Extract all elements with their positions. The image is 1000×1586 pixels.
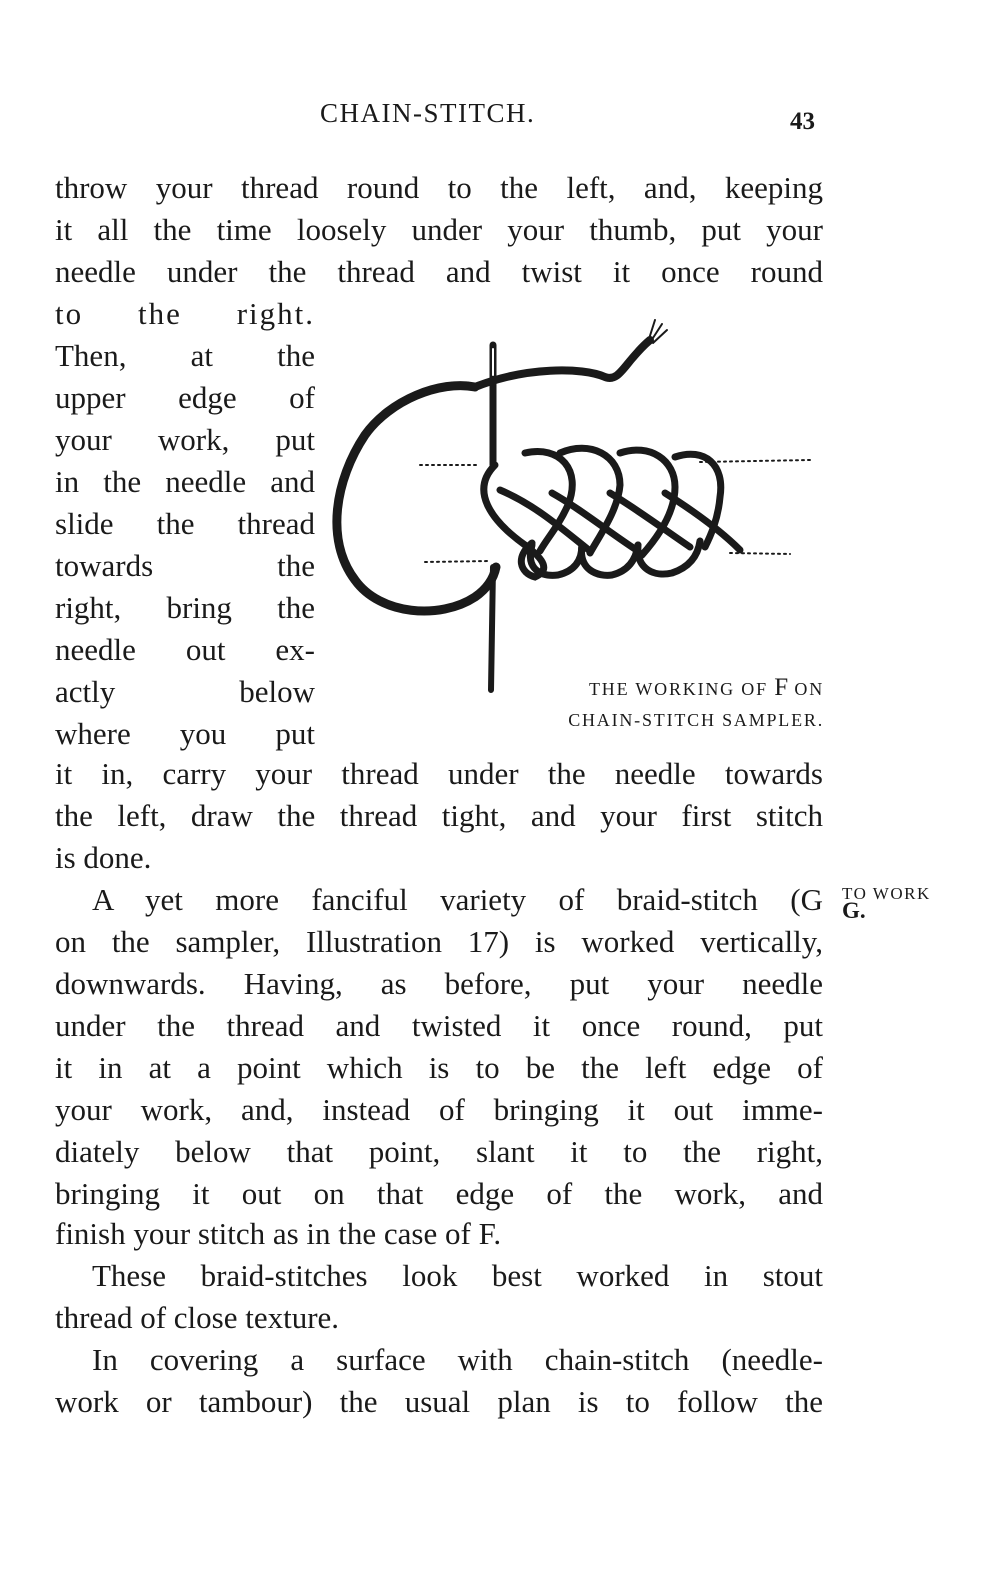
text-line: where you put bbox=[55, 716, 315, 751]
text-line: is done. bbox=[55, 840, 152, 875]
text-line: the left, draw the thread tight, and your first stitch bbox=[55, 798, 823, 833]
caption-letter: F bbox=[774, 674, 789, 701]
margin-note-line2: G. bbox=[842, 898, 866, 923]
braid-loops bbox=[484, 448, 740, 577]
text-line: it all the time loosely under your thumb, put your bbox=[55, 212, 823, 247]
caption-text-b: ON bbox=[788, 679, 824, 699]
text-line: finish your stitch as in the case of F. bbox=[55, 1216, 502, 1251]
text-line: actly below bbox=[55, 674, 315, 709]
text-line: it in, carry your thread under the needle towards bbox=[55, 756, 823, 791]
chain-stitch-illustration bbox=[320, 305, 820, 700]
text-line: A yet more fanciful variety of braid-stitch (G bbox=[92, 882, 823, 917]
text-line: needle out ex- bbox=[55, 632, 315, 667]
text-line: in the needle and bbox=[55, 464, 315, 499]
text-line: under the thread and twisted it once round, put bbox=[55, 1008, 823, 1043]
text-line: slide the thread bbox=[55, 506, 315, 541]
text-line: towards the bbox=[55, 548, 315, 583]
figure-caption-line1 bbox=[470, 674, 824, 702]
text-line: thread of close texture. bbox=[55, 1300, 340, 1335]
thread-frayed-end bbox=[648, 320, 667, 343]
lower-needle bbox=[491, 567, 493, 690]
running-header bbox=[0, 98, 1000, 138]
page-number: 43 bbox=[790, 108, 815, 135]
text-line: to the right. bbox=[55, 296, 315, 331]
text-line: Then, at the bbox=[55, 338, 315, 373]
text-line: bringing it out on that edge of the work, and bbox=[55, 1176, 823, 1211]
thread-sweep bbox=[337, 386, 496, 611]
text-line: right, bring the bbox=[55, 590, 315, 625]
margin-note bbox=[842, 884, 931, 924]
text-line: your work, put bbox=[55, 422, 315, 457]
lower-guide-line bbox=[425, 553, 790, 562]
thread-loose-end bbox=[475, 340, 650, 387]
text-line: These braid-stitches look best worked in stout bbox=[92, 1258, 823, 1293]
caption-text-a: THE WORKING OF bbox=[589, 679, 775, 699]
figure-caption-line2: CHAIN-STITCH SAMPLER. bbox=[568, 710, 824, 730]
text-line: throw your thread round to the left, and, keeping bbox=[55, 170, 823, 205]
text-line: upper edge of bbox=[55, 380, 315, 415]
text-line: on the sampler, Illustration 17) is worked vertically, bbox=[55, 924, 823, 959]
text-line: work or tambour) the usual plan is to follow the bbox=[55, 1384, 823, 1419]
text-line: diately below that point, slant it to the right, bbox=[55, 1134, 823, 1169]
text-line: it in at a point which is to be the left edge of bbox=[55, 1050, 823, 1085]
margin-note-line1: TO WORK bbox=[842, 884, 931, 903]
text-line: downwards. Having, as before, put your needle bbox=[55, 966, 823, 1001]
text-line: needle under the thread and twist it once round bbox=[55, 254, 823, 289]
running-title: CHAIN-STITCH. bbox=[320, 98, 536, 128]
text-line: In covering a surface with chain-stitch (needle- bbox=[92, 1342, 823, 1377]
text-line: your work, and, instead of bringing it out imme- bbox=[55, 1092, 823, 1127]
